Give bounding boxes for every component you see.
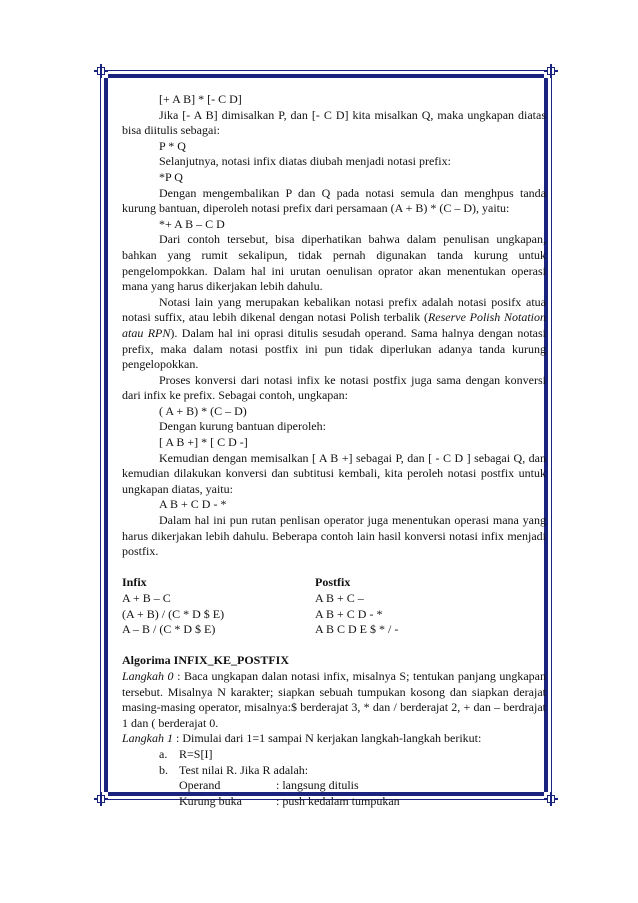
- sub-value: : langsung ditulis: [276, 778, 359, 793]
- expression-line: A B + C D - *: [159, 497, 227, 512]
- corner-ornament: [94, 792, 108, 806]
- page-content: [122, 92, 546, 809]
- paragraph: Dengan mengembalikan P dan Q pada notasi semula dan menghpus tanda kurung bantuan, diperoleh notasi prefix dari persamaan (A + B) * (C – D), yaitu:: [122, 185, 546, 216]
- paragraph: Proses konversi dari notasi infix ke notasi postfix juga sama dengan konversi dari infix ke prefix. Sebagai contoh, ungkapan:: [122, 372, 546, 403]
- corner-ornament: [544, 792, 558, 806]
- paragraph: [122, 295, 546, 373]
- table-row: [122, 591, 546, 607]
- step-0: [122, 669, 546, 731]
- paragraph: Kemudian dengan memisalkan [ A B +] sebagai P, dan [ - C D ] sebagai Q, dan kemudian dilakukan konversi dan subtitusi kembali, kita peroleh notasi postfix untuk ungkapan diatas, yaitu:: [122, 450, 546, 496]
- step-1: [122, 731, 546, 747]
- list-marker: a.: [159, 746, 168, 761]
- sub-item: [122, 778, 546, 794]
- cell-infix: A – B / (C * D $ E): [122, 622, 216, 637]
- corner-ornament: [544, 64, 558, 78]
- paragraph: Jika [- A B] dimisalkan P, dan [- C D] kita misalkan Q, maka ungkapan diatas bisa diitulis sebagai:: [122, 107, 546, 138]
- border-top: [108, 74, 544, 78]
- paragraph: Dalam hal ini pun rutan penlisan operator juga menentukan operasi mana yang harus dikerjakan lebih dahulu. Beberapa contoh lain hasil konversi notasi infix menjadi postfix.: [122, 513, 546, 559]
- text-run: ). Dalam hal ini oprasi ditulis sesudah operand. Sama halnya dengan notasi prefix, maka dalam notasi postfix ini pun tidak diperlukan adanya tanda kurung pengelopokkan.: [122, 325, 547, 372]
- table-row: [122, 622, 546, 638]
- header-postfix: Postfix: [315, 575, 351, 590]
- sub-key: Kurung buka: [179, 793, 242, 808]
- expression-line: *P Q: [159, 169, 183, 184]
- header-infix: Infix: [122, 575, 147, 590]
- expression-line: ( A + B) * (C – D): [159, 403, 247, 418]
- italic-run: Reserve Polish Notation atau RPN: [122, 310, 547, 340]
- step-text: : Baca ungkapan dalan notasi infix, misalnya S; tentukan panjang ungkapan tersebut. Misalnya N karakter; siapkan sebuah tumpukan kosong dan siapkan derajat masing-masing operator, misalnya:$ berderajat 3, * dan / berderajat 2, + dan – berdrajat 1 dan ( berderajat 0.: [122, 668, 547, 730]
- sub-value: : push kedalam tumpukan: [276, 793, 400, 808]
- expression-line: [+ A B] * [- C D]: [159, 92, 242, 106]
- expression-line: *+ A B – C D: [159, 216, 225, 231]
- cell-postfix: A B C D E $ * / -: [315, 622, 399, 637]
- cell-postfix: A B + C D - *: [315, 606, 383, 621]
- list-item: [122, 747, 546, 763]
- border-left: [104, 78, 108, 792]
- expression-line: P * Q: [159, 138, 186, 153]
- step-label: Langkah 0: [122, 668, 174, 683]
- paragraph: Selanjutnya, notasi infix diatas diubah menjadi notasi prefix:: [159, 154, 451, 169]
- table-header: [122, 575, 546, 591]
- table-row: [122, 607, 546, 623]
- step-label: Langkah 1: [122, 731, 173, 746]
- text-run: Notasi lain yang merupakan kebalikan notasi prefix adalah notasi posifx atua notasi suffix, atau lebih dikenal dengan notasi Polish terbalik (: [122, 294, 546, 325]
- paragraph: Dari contoh tersebut, bisa diperhatikan bahwa dalam penulisan ungkapan, bahkan yang rumit sekalipun, tidak pernah digunakan tanda kurung untuk pengelompokkan. Dalam hal ini urutan oenulisan oprator akan menentukan operasi mana yang harus dikerjakan lebih dahulu.: [122, 232, 546, 294]
- step-text: : Dimulai dari 1=1 sampai N kerjakan langkah-langkah berikut:: [173, 731, 482, 746]
- algorithm-title: Algorima INFIX_KE_POSTFIX: [122, 653, 290, 668]
- paragraph: Dengan kurung bantuan diperoleh:: [159, 419, 326, 434]
- list-marker: b.: [159, 762, 168, 777]
- cell-infix: A + B – C: [122, 591, 171, 605]
- list-text: Test nilai R. Jika R adalah:: [179, 762, 309, 777]
- corner-ornament: [94, 64, 108, 78]
- sub-item: [122, 794, 546, 810]
- list-text: R=S[I]: [179, 746, 213, 761]
- cell-infix: (A + B) / (C * D $ E): [122, 606, 225, 621]
- sub-key: Operand: [179, 778, 221, 793]
- expression-line: [ A B +] * [ C D -]: [159, 435, 248, 450]
- cell-postfix: A B + C –: [315, 591, 364, 605]
- list-item: [122, 763, 546, 779]
